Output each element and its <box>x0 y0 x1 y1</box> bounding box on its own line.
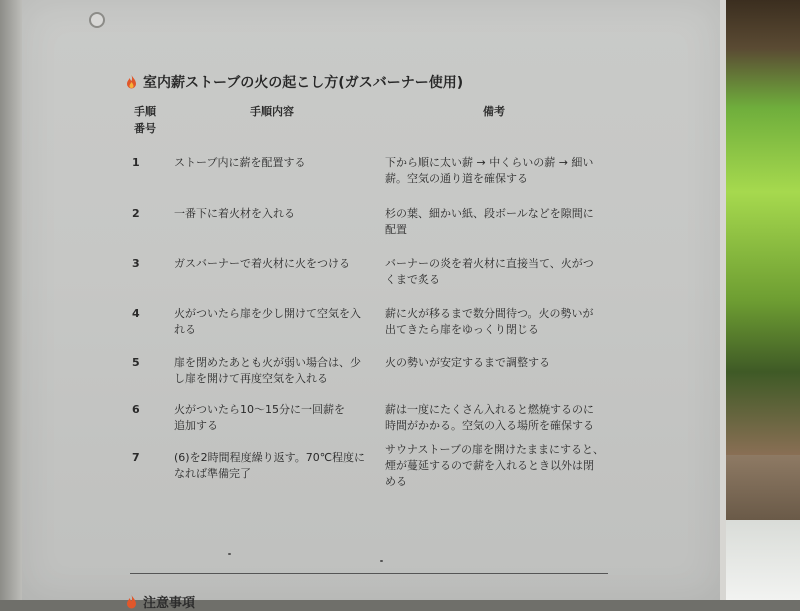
dust-speck <box>228 553 231 555</box>
step-note: バーナーの炎を着火材に直接当て、火がつ くまで炙る <box>385 257 594 286</box>
notice-title <box>126 72 463 92</box>
step-number: 3 <box>132 257 140 270</box>
step-content: 火がついたら10～15分に一回薪を 追加する <box>174 403 345 432</box>
header-notes: 備考 <box>483 105 505 118</box>
step-content: ストーブ内に薪を配置する <box>174 156 306 169</box>
step-note: 薪に火が移るまで数分間待つ。火の勢いが 出てきたら扉をゆっくり閉じる <box>385 307 594 336</box>
section-divider <box>130 573 608 574</box>
step-note: 薪は一度にたくさん入れると燃焼するのに 時間がかかる。空気の入る場所を確保する <box>385 403 594 432</box>
step-note: サウナストーブの扉を開けたままにすると、 煙が蔓延するので薪を入れるとき以外は閉 める <box>385 443 605 488</box>
step-number: 2 <box>132 207 140 220</box>
glass-surface <box>724 520 800 600</box>
step-number: 5 <box>132 356 140 369</box>
header-step-number: 手順 番号 <box>134 105 156 135</box>
header-step-content: 手順内容 <box>250 105 294 118</box>
step-number: 6 <box>132 403 140 416</box>
step-note: 下から順に太い薪 → 中くらいの薪 → 細い 薪。空気の通り道を確保する <box>385 156 594 185</box>
step-content: 一番下に着火材を入れる <box>174 207 295 220</box>
wall-left-edge <box>0 0 22 600</box>
fire-icon <box>126 595 137 609</box>
step-number: 1 <box>132 156 140 169</box>
fire-icon <box>126 75 137 89</box>
notice-title-text: 室内薪ストーブの火の起こし方(ガスバーナー使用) <box>143 75 464 91</box>
caution-title-text: 注意事項 <box>143 596 196 611</box>
pin-hole <box>89 12 105 28</box>
step-number: 4 <box>132 307 140 320</box>
caution-section-title <box>126 592 195 611</box>
step-content: 火がついたら扉を少し開けて空気を入 れる <box>174 307 361 336</box>
step-content: 扉を閉めたあとも火が弱い場合は、少 し扉を開けて再度空気を入れる <box>174 356 361 385</box>
step-content: (6)を2時間程度繰り返す。70℃程度に なれば準備完了 <box>174 451 366 480</box>
frame-edge <box>720 0 726 600</box>
step-note: 杉の葉、細かい紙、段ボールなどを隙間に 配置 <box>385 207 594 236</box>
window-sill <box>724 455 800 520</box>
step-note: 火の勢いが安定するまで調整する <box>385 356 550 369</box>
dust-speck <box>380 560 383 562</box>
step-number: 7 <box>132 451 140 464</box>
step-content: ガスバーナーで着火材に火をつける <box>174 257 350 270</box>
